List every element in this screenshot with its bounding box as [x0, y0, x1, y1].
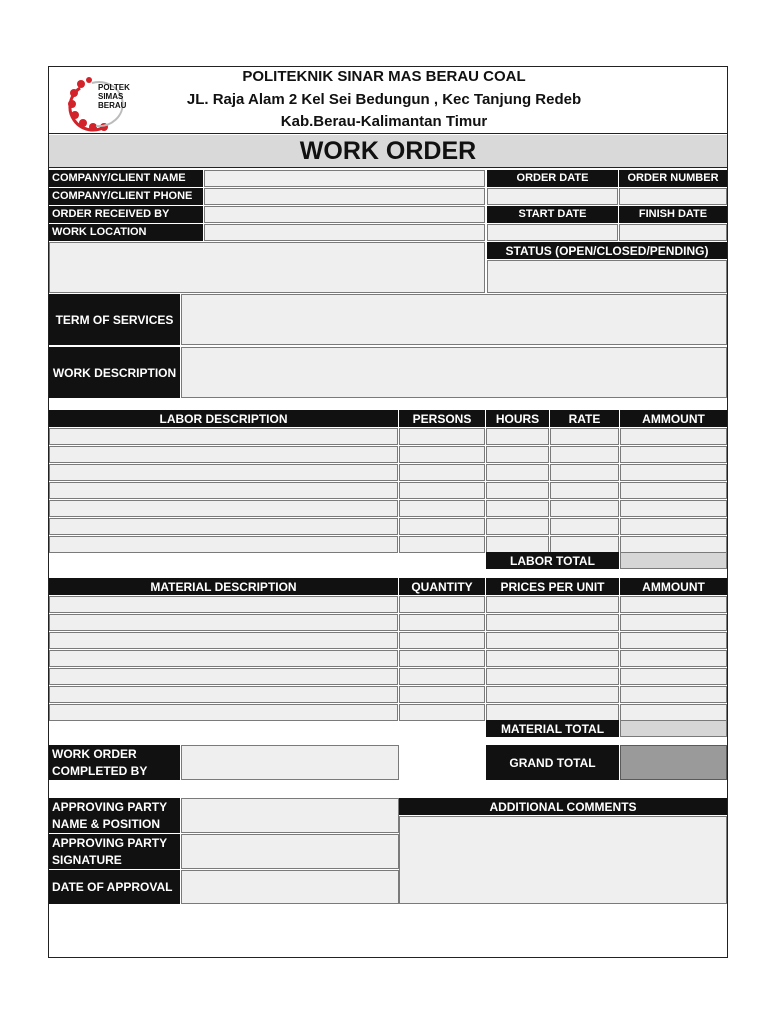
material-row-cell[interactable] — [620, 632, 727, 649]
page-title: WORK ORDER — [49, 135, 727, 168]
material-row-cell[interactable] — [486, 650, 619, 667]
labor-row-cell[interactable] — [550, 482, 619, 499]
labor-row-cell[interactable] — [49, 482, 398, 499]
status-label: STATUS (OPEN/CLOSED/PENDING) — [487, 242, 727, 259]
labor-row-cell[interactable] — [620, 482, 727, 499]
address-line-2: Kab.Berau-Kalimantan Timur — [280, 113, 488, 130]
material-row-cell[interactable] — [49, 650, 398, 667]
material-row-cell[interactable] — [399, 614, 485, 631]
material-row-cell[interactable] — [49, 704, 398, 721]
labor-row-cell[interactable] — [49, 500, 398, 517]
order-date-label: ORDER DATE — [487, 170, 618, 187]
labor-row-cell[interactable] — [486, 500, 549, 517]
logo-text — [98, 83, 146, 110]
material-total-label: MATERIAL TOTAL — [486, 720, 619, 737]
material-row-cell[interactable] — [486, 632, 619, 649]
additional-comments-field[interactable] — [399, 816, 727, 904]
material-row-cell[interactable] — [399, 686, 485, 703]
labor-row-cell[interactable] — [486, 464, 549, 481]
material-description-header: MATERIAL DESCRIPTION — [49, 578, 398, 595]
work-description-field[interactable] — [181, 347, 727, 398]
company-phone-label: COMPANY/CLIENT PHONE — [49, 188, 203, 205]
material-row-cell[interactable] — [620, 686, 727, 703]
labor-row-cell[interactable] — [49, 464, 398, 481]
labor-row-cell[interactable] — [550, 464, 619, 481]
material-row-cell[interactable] — [486, 596, 619, 613]
notes-field[interactable] — [49, 242, 485, 293]
quantity-header: QUANTITY — [399, 578, 485, 595]
material-row-cell[interactable] — [399, 650, 485, 667]
status-field[interactable] — [487, 260, 727, 293]
labor-row-cell[interactable] — [486, 518, 549, 535]
start-date-field[interactable] — [487, 224, 618, 241]
material-row-cell[interactable] — [620, 704, 727, 721]
address-line-1: JL. Raja Alam 2 Kel Sei Bedungun , Kec Tanjung Redeb — [186, 91, 582, 108]
labor-row-cell[interactable] — [399, 446, 485, 463]
completed-by-label: WORK ORDER COMPLETED BY — [49, 745, 180, 780]
completed-by-field[interactable] — [181, 745, 399, 780]
labor-row-cell[interactable] — [550, 428, 619, 445]
date-of-approval-label: DATE OF APPROVAL — [49, 870, 180, 904]
work-location-field[interactable] — [204, 224, 485, 241]
material-row-cell[interactable] — [49, 686, 398, 703]
approving-party-signature-label: APPROVING PARTY SIGNATURE — [49, 834, 180, 869]
material-row-cell[interactable] — [486, 614, 619, 631]
work-location-label: WORK LOCATION — [49, 224, 203, 241]
work-description-label: WORK DESCRIPTION — [49, 347, 180, 398]
labor-row-cell[interactable] — [550, 446, 619, 463]
labor-total-label: LABOR TOTAL — [486, 552, 619, 569]
material-row-cell[interactable] — [399, 596, 485, 613]
material-row-cell[interactable] — [620, 614, 727, 631]
labor-row-cell[interactable] — [550, 518, 619, 535]
logo-line: BERAU — [98, 101, 127, 110]
order-received-by-label: ORDER RECEIVED BY — [49, 206, 203, 223]
labor-row-cell[interactable] — [486, 536, 549, 553]
material-row-cell[interactable] — [399, 668, 485, 685]
finish-date-label: FINISH DATE — [619, 206, 727, 223]
labor-row-cell[interactable] — [486, 482, 549, 499]
labor-row-cell[interactable] — [550, 536, 619, 553]
material-row-cell[interactable] — [620, 596, 727, 613]
material-row-cell[interactable] — [399, 704, 485, 721]
labor-row-cell[interactable] — [49, 428, 398, 445]
prices-per-unit-header: PRICES PER UNIT — [486, 578, 619, 595]
order-number-label: ORDER NUMBER — [619, 170, 727, 187]
labor-row-cell[interactable] — [620, 446, 727, 463]
labor-row-cell[interactable] — [620, 518, 727, 535]
labor-description-header: LABOR DESCRIPTION — [49, 410, 398, 427]
labor-row-cell[interactable] — [399, 518, 485, 535]
material-total-field[interactable] — [620, 720, 727, 737]
labor-row-cell[interactable] — [486, 428, 549, 445]
labor-total-field[interactable] — [620, 552, 727, 569]
material-row-cell[interactable] — [620, 668, 727, 685]
material-row-cell[interactable] — [49, 614, 398, 631]
labor-row-cell[interactable] — [620, 464, 727, 481]
labor-row-cell[interactable] — [399, 428, 485, 445]
material-row-cell[interactable] — [486, 668, 619, 685]
order-received-by-field[interactable] — [204, 206, 485, 223]
labor-row-cell[interactable] — [620, 536, 727, 553]
material-row-cell[interactable] — [620, 650, 727, 667]
institution-name: POLITEKNIK SINAR MAS BERAU COAL — [242, 68, 526, 85]
material-row-cell[interactable] — [49, 632, 398, 649]
grand-total-label: GRAND TOTAL — [486, 745, 619, 780]
hours-header: HOURS — [486, 410, 549, 427]
labor-amount-header: AMMOUNT — [620, 410, 727, 427]
order-date-field[interactable] — [487, 188, 618, 205]
material-amount-header: AMMOUNT — [620, 578, 727, 595]
logo-line: POLTEK — [98, 83, 130, 92]
labor-row-cell[interactable] — [550, 500, 619, 517]
labor-row-cell[interactable] — [620, 500, 727, 517]
date-of-approval-field[interactable] — [181, 870, 399, 904]
company-name-label: COMPANY/CLIENT NAME — [49, 170, 203, 187]
labor-row-cell[interactable] — [399, 500, 485, 517]
finish-date-field[interactable] — [619, 224, 727, 241]
institution-logo — [66, 74, 148, 132]
material-row-cell[interactable] — [49, 668, 398, 685]
material-row-cell[interactable] — [49, 596, 398, 613]
persons-header: PERSONS — [399, 410, 485, 427]
material-row-cell[interactable] — [486, 704, 619, 721]
term-of-services-field[interactable] — [181, 294, 727, 345]
approving-party-name-label: APPROVING PARTY NAME & POSITION — [49, 798, 180, 833]
order-number-field[interactable] — [619, 188, 727, 205]
labor-row-cell[interactable] — [486, 446, 549, 463]
logo-line: SIMAS — [98, 92, 124, 101]
additional-comments-label: ADDITIONAL COMMENTS — [399, 798, 727, 815]
labor-row-cell[interactable] — [399, 482, 485, 499]
approving-party-name-field[interactable] — [181, 798, 399, 833]
company-phone-field[interactable] — [204, 188, 485, 205]
term-of-services-label: TERM OF SERVICES — [49, 294, 180, 345]
approving-party-signature-field[interactable] — [181, 834, 399, 869]
labor-row-cell[interactable] — [620, 428, 727, 445]
company-name-field[interactable] — [204, 170, 485, 187]
rate-header: RATE — [550, 410, 619, 427]
start-date-label: START DATE — [487, 206, 618, 223]
labor-row-cell[interactable] — [399, 536, 485, 553]
labor-row-cell[interactable] — [399, 464, 485, 481]
labor-row-cell[interactable] — [49, 518, 398, 535]
material-row-cell[interactable] — [399, 632, 485, 649]
grand-total-field[interactable] — [620, 745, 727, 780]
material-row-cell[interactable] — [486, 686, 619, 703]
labor-row-cell[interactable] — [49, 446, 398, 463]
labor-row-cell[interactable] — [49, 536, 398, 553]
